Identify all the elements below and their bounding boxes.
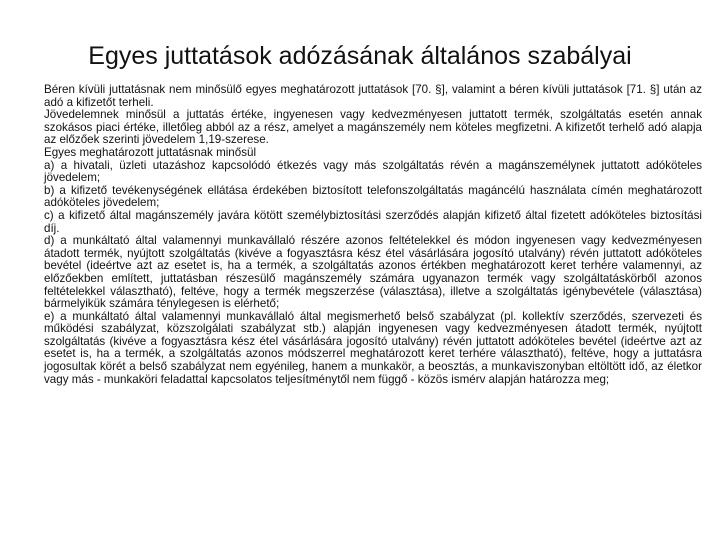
list-item-a: a) a hivatali, üzleti utazáshoz kapcsolódó étkezés vagy más szolgáltatás révén a magánszemélynek juttatott adóköteles jövedelem;	[44, 158, 702, 185]
slide-title: Egyes juttatások adózásának általános szabályai	[88, 42, 632, 70]
list-item-b: b) a kifizető tevékenységének ellátása érdekében biztosított telefonszolgáltatás magáncélú használata címén meghatározott adóköteles jövedelem;	[44, 183, 702, 210]
paragraph-intro: Béren kívüli juttatásnak nem minősülő egyes meghatározott juttatások [70. §], valamint a béren kívüli juttatások [71. §] után az adó a kifizetőt terheli.	[44, 83, 702, 109]
list-item-e: e) a munkáltató által valamennyi munkavállaló által megismerhető belső szabályzat (pl. kollektív szerződés, szervezeti és működési szabályzat, közszolgálati szabályzat stb.) alapján ingyenesen vagy kedvezményesen átadott termék, nyújtott szolgáltatás (kivéve a fogyasztásra kész étel vásárlására jogosító utalvány) révén juttatott adóköteles bevétel (ideértve azt az esetet is, ha a termék, a szolgáltatás azonos módszerrel meghatározott keret terhére választható), feltéve, hogy a juttatásra jogosultak körét a belső szabályzat nem egyénileg, hanem a munkakör, a beosztás, a munkaviszonyban eltöltött idő, az életkor vagy más - munkaköri feladattal kapcsolatos teljesítménytől nem függő - közös ismérv alapján határozza meg;	[44, 309, 702, 386]
paragraph-income-definition: Jövedelemnek minősül a juttatás értéke, ingyenesen vagy kedvezményesen juttatott termék, szolgáltatás esetén annak szokásos piaci értéke, illetőleg abból az a rész, amelyet a magánszemély nem köteles megfizetni. A kifizetőt terhelő adó alapja az előzőek szerinti jövedelem 1,19-szerese.	[44, 108, 702, 147]
list-item-d: d) a munkáltató által valamennyi munkavállaló részére azonos feltételekkel és módon ingyenesen vagy kedvezményesen átadott termék, nyújtott szolgáltatás (kivéve a fogyasztásra kész étel vásárlására jogosító utalvány) révén juttatott adóköteles bevétel (ideértve azt az esetet is, ha a termék, a szolgáltatás azonos értékben meghatározott keret terhére valamennyi, az előzőekben említett, juttatásban részesülő magánszemély számára ugyanazon termék vagy szolgáltatáskörből azonos feltételekkel választható), feltéve, hogy a termék megszerzése (választása), illetve a szolgáltatás igénybevétele (választása) bármelyikük számára ténylegesen is elérhető;	[44, 234, 702, 311]
list-item-c: c) a kifizető által magánszemély javára kötött személybiztosítási szerződés alapján kifizető által fizetett adóköteles biztosítási díj.	[44, 208, 702, 235]
paragraph-list-heading: Egyes meghatározott juttatásnak minősül	[44, 145, 257, 159]
slide-body	[44, 84, 702, 386]
